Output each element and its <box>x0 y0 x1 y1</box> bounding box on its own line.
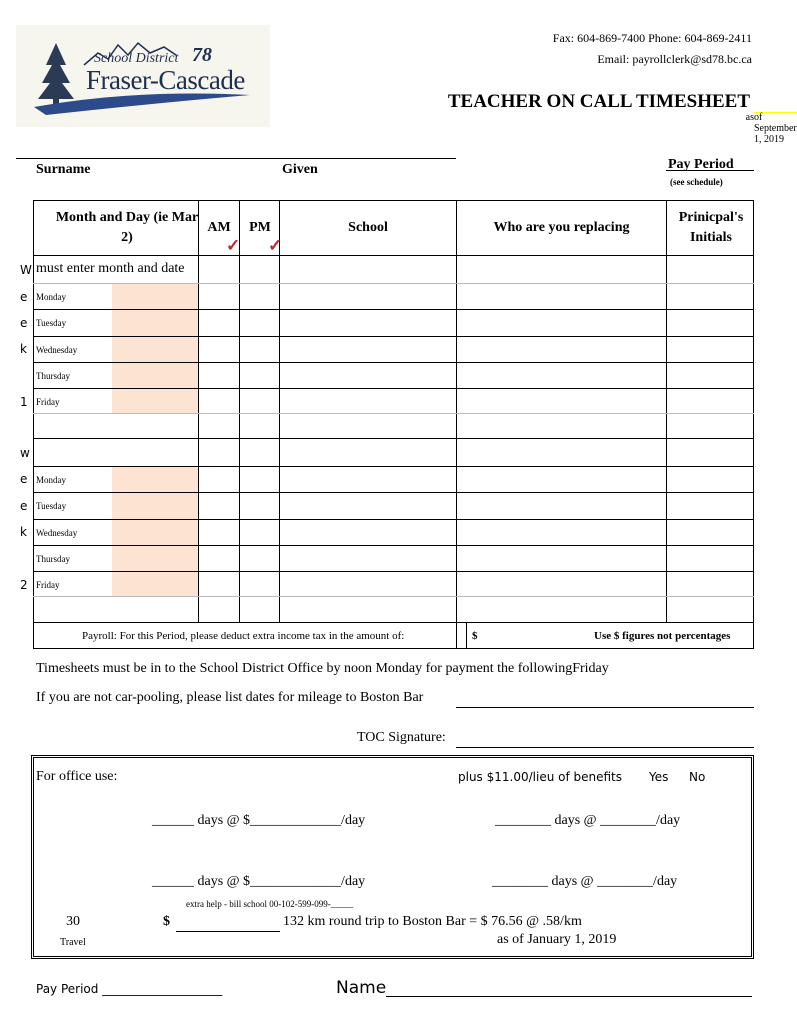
days-rate-line-3: ______ days @ $_____________/day <box>152 874 366 889</box>
effective-date <box>745 112 797 145</box>
pay-period-label: Pay Period <box>668 157 734 172</box>
logo-line2: Fraser-Cascade <box>86 65 245 95</box>
day-label: Thursday <box>36 554 70 564</box>
name-line <box>16 158 456 159</box>
day-label: Monday <box>36 292 66 302</box>
week1-letter: W <box>20 263 32 277</box>
week2-letter: w <box>20 446 30 460</box>
pm-checkmark-icon: ✓ <box>268 236 283 255</box>
given-label: Given <box>282 162 318 177</box>
week1-letter: k <box>20 342 27 356</box>
day-label: Wednesday <box>36 528 78 538</box>
week2-letter: e <box>20 472 28 486</box>
week1-letter: 1 <box>20 395 28 409</box>
day-label: Tuesday <box>36 318 67 328</box>
am-checkmark-icon: ✓ <box>226 236 241 255</box>
office-use-label: For office use: <box>36 769 118 784</box>
day-label: Monday <box>36 475 66 485</box>
logo-number: 78 <box>192 44 212 66</box>
date-fill-week1 <box>112 283 198 413</box>
header-initials: Prinicpal's Initials <box>678 210 744 245</box>
payroll-text: Payroll: For this Period, please deduct extra income tax in the amount of: <box>82 630 405 642</box>
footer-name-label: Name <box>336 978 387 998</box>
travel-rate-date: as of January 1, 2019 <box>497 932 617 947</box>
travel-km: 30 <box>66 914 80 929</box>
day-label: Friday <box>36 580 60 590</box>
carpool-field[interactable] <box>456 707 754 708</box>
extra-help-note: extra help - bill school 00-102-599-099-_____ <box>186 899 354 909</box>
footer-name-field[interactable] <box>386 996 752 997</box>
header-am: AM <box>207 220 231 235</box>
district-logo <box>16 25 270 127</box>
benefits-yes[interactable]: Yes <box>649 770 669 784</box>
week1-letter: e <box>20 290 28 304</box>
carpool-note: If you are not car-pooling, please list dates for mileage to Boston Bar <box>36 690 424 705</box>
surname-label: Surname <box>36 162 91 177</box>
week2-letter: 2 <box>20 578 28 592</box>
week2-letter: e <box>20 499 28 513</box>
use-figures-note: Use $ figures not percentages <box>594 630 731 642</box>
effective-date-highlight: of September 1, 2019 <box>754 112 797 145</box>
fax-phone: Fax: 604-869-7400 Phone: 604-869-2411 <box>552 31 752 45</box>
day-label: Friday <box>36 397 60 407</box>
logo-line1: School District <box>94 51 179 66</box>
travel-dollar: $ <box>163 914 170 929</box>
benefits-label: plus $11.00/lieu of benefits <box>458 770 623 784</box>
day-label: Thursday <box>36 371 70 381</box>
effective-date-prefix: as <box>745 112 754 123</box>
round-trip-note: 132 km round trip to Boston Bar = $ 76.56 @ .58/km <box>283 914 582 929</box>
week2-letter: k <box>20 525 27 539</box>
day-label: Tuesday <box>36 501 67 511</box>
header-month-day: Month and Day (ie Mar 2) <box>55 210 199 245</box>
toc-signature-field[interactable] <box>456 747 754 748</box>
week1-letter: e <box>20 316 28 330</box>
footer-pay-period: Pay Period ____________________ <box>36 982 223 996</box>
toc-signature-label: TOC Signature: <box>357 730 446 745</box>
deadline-note: Timesheets must be in to the School District Office by noon Monday for payment the followingFriday <box>36 661 609 676</box>
header-pm: PM <box>249 220 271 235</box>
travel-amount-field[interactable] <box>176 931 280 932</box>
payroll-dollar: $ <box>472 630 478 642</box>
page-title: TEACHER ON CALL TIMESHEET <box>447 91 750 112</box>
days-rate-line-2: ________ days @ ________/day <box>495 813 681 828</box>
day-label: Wednesday <box>36 345 78 355</box>
travel-label: Travel <box>60 937 86 948</box>
header-school: School <box>348 220 388 235</box>
email: Email: payrollclerk@sd78.bc.ca <box>597 52 752 66</box>
header-replacing: Who are you replacing <box>493 220 630 235</box>
benefits-no[interactable]: No <box>689 770 706 784</box>
date-fill-week2 <box>112 466 198 596</box>
days-rate-line-1: ______ days @ $_____________/day <box>152 813 366 828</box>
must-enter-note: must enter month and date <box>36 261 185 276</box>
see-schedule: (see schedule) <box>670 177 723 187</box>
days-rate-line-4: ________ days @ ________/day <box>492 874 678 889</box>
